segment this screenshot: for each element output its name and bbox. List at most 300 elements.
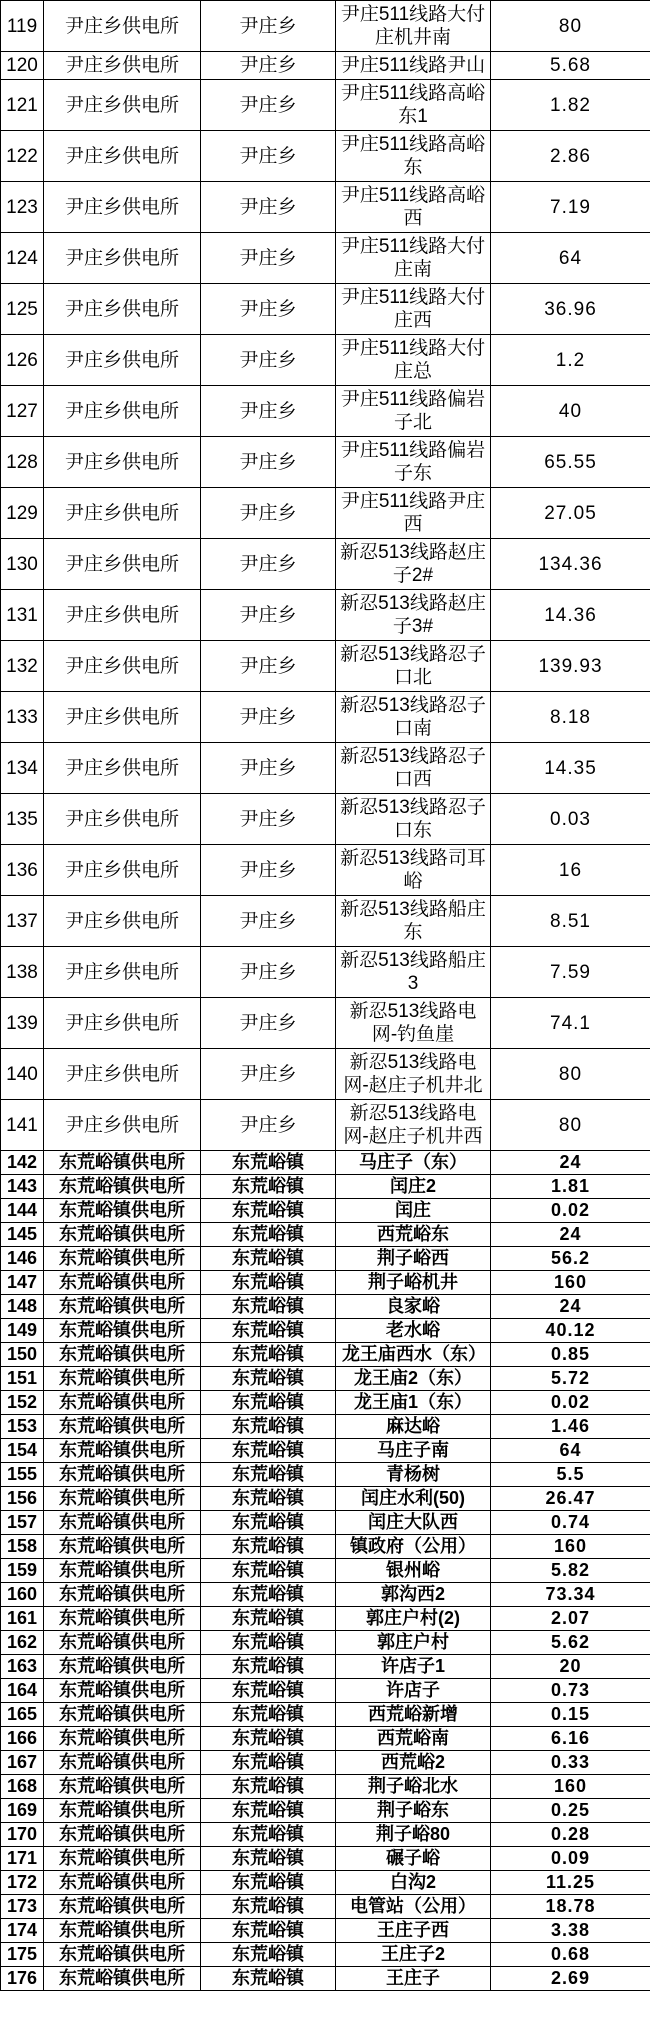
value-cell: 1.2 [491, 335, 650, 386]
row-number-cell: 152 [1, 1391, 44, 1415]
line-name-cell: 西荒峪东 [336, 1223, 491, 1247]
value-cell: 80 [491, 1100, 650, 1151]
row-number-cell: 138 [1, 947, 44, 998]
township-cell: 尹庄乡 [201, 641, 336, 692]
line-name-cell: 新忍513线路电网-赵庄子机井西 [336, 1100, 491, 1151]
table-row [1, 590, 650, 641]
row-number-cell: 132 [1, 641, 44, 692]
line-name-cell: 王庄子2 [336, 1943, 491, 1967]
township-cell: 东荒峪镇 [201, 1415, 336, 1439]
township-cell: 尹庄乡 [201, 1100, 336, 1151]
table-row [1, 1223, 650, 1247]
value-cell: 139.93 [491, 641, 650, 692]
supply-station-cell: 东荒峪镇供电所 [44, 1487, 201, 1511]
row-number-cell: 174 [1, 1919, 44, 1943]
value-cell: 0.68 [491, 1943, 650, 1967]
township-cell: 东荒峪镇 [201, 1895, 336, 1919]
line-name-cell: 尹庄511线路偏岩子东 [336, 437, 491, 488]
row-number-cell: 136 [1, 845, 44, 896]
table-row [1, 1151, 650, 1175]
supply-station-cell: 尹庄乡供电所 [44, 284, 201, 335]
line-name-cell: 尹庄511线路大付庄机井南 [336, 1, 491, 52]
table-row [1, 1295, 650, 1319]
township-cell: 尹庄乡 [201, 1049, 336, 1100]
table-row [1, 692, 650, 743]
table-row [1, 947, 650, 998]
row-number-cell: 166 [1, 1727, 44, 1751]
supply-station-cell: 东荒峪镇供电所 [44, 1319, 201, 1343]
township-cell: 东荒峪镇 [201, 1607, 336, 1631]
row-number-cell: 137 [1, 896, 44, 947]
township-cell: 东荒峪镇 [201, 1751, 336, 1775]
row-number-cell: 144 [1, 1199, 44, 1223]
township-cell: 尹庄乡 [201, 845, 336, 896]
value-cell: 0.73 [491, 1679, 650, 1703]
value-cell: 64 [491, 1439, 650, 1463]
supply-station-cell: 东荒峪镇供电所 [44, 1607, 201, 1631]
table-row [1, 896, 650, 947]
supply-station-cell: 尹庄乡供电所 [44, 743, 201, 794]
value-cell: 5.72 [491, 1367, 650, 1391]
row-number-cell: 125 [1, 284, 44, 335]
line-name-cell: 电管站（公用） [336, 1895, 491, 1919]
supply-station-cell: 尹庄乡供电所 [44, 590, 201, 641]
row-number-cell: 121 [1, 80, 44, 131]
line-name-cell: 白沟2 [336, 1871, 491, 1895]
line-name-cell: 新忍513线路司耳峪 [336, 845, 491, 896]
supply-station-cell: 东荒峪镇供电所 [44, 1175, 201, 1199]
table-row [1, 1583, 650, 1607]
line-name-cell: 老水峪 [336, 1319, 491, 1343]
table-row [1, 1775, 650, 1799]
table-row [1, 1799, 650, 1823]
row-number-cell: 135 [1, 794, 44, 845]
line-name-cell: 新忍513线路赵庄子2# [336, 539, 491, 590]
table-row [1, 1535, 650, 1559]
township-cell: 尹庄乡 [201, 590, 336, 641]
table-row [1, 1895, 650, 1919]
township-cell: 尹庄乡 [201, 743, 336, 794]
table-row [1, 1415, 650, 1439]
table-row [1, 1703, 650, 1727]
township-cell: 东荒峪镇 [201, 1199, 336, 1223]
township-cell: 东荒峪镇 [201, 1583, 336, 1607]
township-cell: 东荒峪镇 [201, 1247, 336, 1271]
township-cell: 东荒峪镇 [201, 1823, 336, 1847]
table-row [1, 1511, 650, 1535]
row-number-cell: 159 [1, 1559, 44, 1583]
table-row [1, 1247, 650, 1271]
value-cell: 26.47 [491, 1487, 650, 1511]
row-number-cell: 119 [1, 1, 44, 52]
line-name-cell: 郭沟西2 [336, 1583, 491, 1607]
line-name-cell: 镇政府（公用） [336, 1535, 491, 1559]
township-cell: 东荒峪镇 [201, 1319, 336, 1343]
table-row [1, 1343, 650, 1367]
township-cell: 东荒峪镇 [201, 1463, 336, 1487]
supply-station-cell: 东荒峪镇供电所 [44, 1223, 201, 1247]
supply-station-cell: 东荒峪镇供电所 [44, 1919, 201, 1943]
township-cell: 东荒峪镇 [201, 1439, 336, 1463]
supply-station-cell: 东荒峪镇供电所 [44, 1967, 201, 1991]
row-number-cell: 160 [1, 1583, 44, 1607]
value-cell: 73.34 [491, 1583, 650, 1607]
row-number-cell: 168 [1, 1775, 44, 1799]
township-cell: 尹庄乡 [201, 539, 336, 590]
table-row [1, 743, 650, 794]
township-cell: 尹庄乡 [201, 386, 336, 437]
value-cell: 24 [491, 1151, 650, 1175]
table-row [1, 1631, 650, 1655]
line-name-cell: 尹庄511线路尹山 [336, 52, 491, 80]
value-cell: 8.51 [491, 896, 650, 947]
supply-station-cell: 尹庄乡供电所 [44, 845, 201, 896]
line-name-cell: 碾子峪 [336, 1847, 491, 1871]
supply-station-cell: 尹庄乡供电所 [44, 539, 201, 590]
line-name-cell: 新忍513线路船庄3 [336, 947, 491, 998]
row-number-cell: 124 [1, 233, 44, 284]
township-cell: 尹庄乡 [201, 52, 336, 80]
table-row [1, 1679, 650, 1703]
row-number-cell: 157 [1, 1511, 44, 1535]
supply-station-cell: 东荒峪镇供电所 [44, 1823, 201, 1847]
township-cell: 东荒峪镇 [201, 1871, 336, 1895]
supply-station-cell: 东荒峪镇供电所 [44, 1655, 201, 1679]
township-cell: 东荒峪镇 [201, 1631, 336, 1655]
table-row [1, 1439, 650, 1463]
line-name-cell: 闰庄水利(50) [336, 1487, 491, 1511]
township-cell: 尹庄乡 [201, 998, 336, 1049]
supply-station-cell: 尹庄乡供电所 [44, 998, 201, 1049]
value-cell: 40.12 [491, 1319, 650, 1343]
row-number-cell: 143 [1, 1175, 44, 1199]
line-name-cell: 郭庄户村 [336, 1631, 491, 1655]
row-number-cell: 169 [1, 1799, 44, 1823]
value-cell: 5.62 [491, 1631, 650, 1655]
row-number-cell: 140 [1, 1049, 44, 1100]
value-cell: 5.82 [491, 1559, 650, 1583]
township-cell: 东荒峪镇 [201, 1343, 336, 1367]
row-number-cell: 147 [1, 1271, 44, 1295]
value-cell: 24 [491, 1295, 650, 1319]
table-row [1, 52, 650, 80]
supply-station-cell: 东荒峪镇供电所 [44, 1703, 201, 1727]
row-number-cell: 146 [1, 1247, 44, 1271]
supply-station-cell: 东荒峪镇供电所 [44, 1343, 201, 1367]
supply-station-cell: 东荒峪镇供电所 [44, 1559, 201, 1583]
row-number-cell: 139 [1, 998, 44, 1049]
row-number-cell: 128 [1, 437, 44, 488]
value-cell: 3.38 [491, 1919, 650, 1943]
supply-station-cell: 东荒峪镇供电所 [44, 1295, 201, 1319]
line-name-cell: 新忍513线路忍子口西 [336, 743, 491, 794]
supply-station-cell: 尹庄乡供电所 [44, 1100, 201, 1151]
township-cell: 尹庄乡 [201, 947, 336, 998]
township-cell: 东荒峪镇 [201, 1559, 336, 1583]
table-row [1, 131, 650, 182]
value-cell: 0.25 [491, 1799, 650, 1823]
line-name-cell: 王庄子 [336, 1967, 491, 1991]
row-number-cell: 126 [1, 335, 44, 386]
table-row [1, 335, 650, 386]
table-row [1, 1463, 650, 1487]
supply-station-cell: 尹庄乡供电所 [44, 947, 201, 998]
township-cell: 尹庄乡 [201, 80, 336, 131]
value-cell: 1.46 [491, 1415, 650, 1439]
township-cell: 东荒峪镇 [201, 1535, 336, 1559]
row-number-cell: 142 [1, 1151, 44, 1175]
line-name-cell: 尹庄511线路大付庄西 [336, 284, 491, 335]
line-name-cell: 尹庄511线路高峪东1 [336, 80, 491, 131]
supply-station-cell: 尹庄乡供电所 [44, 233, 201, 284]
row-number-cell: 145 [1, 1223, 44, 1247]
row-number-cell: 123 [1, 182, 44, 233]
table-row [1, 998, 650, 1049]
table-body [1, 1, 650, 1991]
township-cell: 东荒峪镇 [201, 1943, 336, 1967]
line-name-cell: 新忍513线路电网-赵庄子机井北 [336, 1049, 491, 1100]
row-number-cell: 164 [1, 1679, 44, 1703]
table-row [1, 1967, 650, 1991]
table-row [1, 845, 650, 896]
table-row [1, 80, 650, 131]
table-row [1, 386, 650, 437]
supply-station-cell: 东荒峪镇供电所 [44, 1847, 201, 1871]
row-number-cell: 154 [1, 1439, 44, 1463]
supply-station-cell: 东荒峪镇供电所 [44, 1247, 201, 1271]
supply-station-cell: 东荒峪镇供电所 [44, 1775, 201, 1799]
supply-station-cell: 尹庄乡供电所 [44, 641, 201, 692]
supply-station-cell: 尹庄乡供电所 [44, 794, 201, 845]
row-number-cell: 172 [1, 1871, 44, 1895]
line-name-cell: 麻达峪 [336, 1415, 491, 1439]
line-name-cell: 西荒峪新增 [336, 1703, 491, 1727]
row-number-cell: 120 [1, 52, 44, 80]
supply-station-cell: 尹庄乡供电所 [44, 1049, 201, 1100]
table-row [1, 794, 650, 845]
supply-station-cell: 东荒峪镇供电所 [44, 1679, 201, 1703]
supply-station-cell: 东荒峪镇供电所 [44, 1751, 201, 1775]
supply-station-cell: 尹庄乡供电所 [44, 52, 201, 80]
table-row [1, 1607, 650, 1631]
row-number-cell: 150 [1, 1343, 44, 1367]
row-number-cell: 161 [1, 1607, 44, 1631]
line-name-cell: 青杨树 [336, 1463, 491, 1487]
township-cell: 尹庄乡 [201, 692, 336, 743]
line-name-cell: 闰庄大队西 [336, 1511, 491, 1535]
township-cell: 东荒峪镇 [201, 1223, 336, 1247]
table-row [1, 233, 650, 284]
value-cell: 0.03 [491, 794, 650, 845]
line-name-cell: 西荒峪2 [336, 1751, 491, 1775]
value-cell: 0.15 [491, 1703, 650, 1727]
line-name-cell: 新忍513线路忍子口南 [336, 692, 491, 743]
supply-station-cell: 尹庄乡供电所 [44, 182, 201, 233]
township-cell: 东荒峪镇 [201, 1679, 336, 1703]
supply-station-cell: 东荒峪镇供电所 [44, 1727, 201, 1751]
line-name-cell: 闰庄 [336, 1199, 491, 1223]
township-cell: 东荒峪镇 [201, 1271, 336, 1295]
supply-station-cell: 东荒峪镇供电所 [44, 1367, 201, 1391]
row-number-cell: 175 [1, 1943, 44, 1967]
table-row [1, 488, 650, 539]
township-cell: 东荒峪镇 [201, 1775, 336, 1799]
table-row [1, 1175, 650, 1199]
supply-station-cell: 尹庄乡供电所 [44, 80, 201, 131]
line-name-cell: 闰庄2 [336, 1175, 491, 1199]
row-number-cell: 173 [1, 1895, 44, 1919]
table-row [1, 1559, 650, 1583]
row-number-cell: 167 [1, 1751, 44, 1775]
value-cell: 16 [491, 845, 650, 896]
row-number-cell: 133 [1, 692, 44, 743]
row-number-cell: 163 [1, 1655, 44, 1679]
line-name-cell: 王庄子西 [336, 1919, 491, 1943]
table-row [1, 437, 650, 488]
value-cell: 0.02 [491, 1391, 650, 1415]
township-cell: 尹庄乡 [201, 794, 336, 845]
row-number-cell: 122 [1, 131, 44, 182]
table-row [1, 1487, 650, 1511]
supply-station-cell: 尹庄乡供电所 [44, 896, 201, 947]
line-name-cell: 银州峪 [336, 1559, 491, 1583]
supply-station-cell: 东荒峪镇供电所 [44, 1463, 201, 1487]
value-cell: 1.82 [491, 80, 650, 131]
row-number-cell: 130 [1, 539, 44, 590]
value-cell: 27.05 [491, 488, 650, 539]
value-cell: 134.36 [491, 539, 650, 590]
value-cell: 7.19 [491, 182, 650, 233]
value-cell: 5.5 [491, 1463, 650, 1487]
table-row [1, 1919, 650, 1943]
line-name-cell: 荆子峪80 [336, 1823, 491, 1847]
township-cell: 尹庄乡 [201, 335, 336, 386]
line-name-cell: 郭庄户村(2) [336, 1607, 491, 1631]
supply-station-cell: 东荒峪镇供电所 [44, 1439, 201, 1463]
value-cell: 0.33 [491, 1751, 650, 1775]
row-number-cell: 151 [1, 1367, 44, 1391]
value-cell: 24 [491, 1223, 650, 1247]
line-name-cell: 荆子峪北水 [336, 1775, 491, 1799]
value-cell: 6.16 [491, 1727, 650, 1751]
line-name-cell: 马庄子（东） [336, 1151, 491, 1175]
row-number-cell: 148 [1, 1295, 44, 1319]
supply-station-cell: 东荒峪镇供电所 [44, 1391, 201, 1415]
township-cell: 东荒峪镇 [201, 1799, 336, 1823]
value-cell: 74.1 [491, 998, 650, 1049]
line-name-cell: 龙王庙2（东） [336, 1367, 491, 1391]
supply-station-cell: 东荒峪镇供电所 [44, 1535, 201, 1559]
value-cell: 0.85 [491, 1343, 650, 1367]
supply-station-cell: 东荒峪镇供电所 [44, 1199, 201, 1223]
row-number-cell: 162 [1, 1631, 44, 1655]
row-number-cell: 141 [1, 1100, 44, 1151]
value-cell: 40 [491, 386, 650, 437]
line-name-cell: 尹庄511线路尹庄西 [336, 488, 491, 539]
table-row [1, 1391, 650, 1415]
township-cell: 尹庄乡 [201, 131, 336, 182]
value-cell: 14.35 [491, 743, 650, 794]
township-cell: 东荒峪镇 [201, 1151, 336, 1175]
value-cell: 36.96 [491, 284, 650, 335]
supply-station-cell: 东荒峪镇供电所 [44, 1583, 201, 1607]
value-cell: 2.69 [491, 1967, 650, 1991]
value-cell: 65.55 [491, 437, 650, 488]
row-number-cell: 156 [1, 1487, 44, 1511]
township-cell: 尹庄乡 [201, 488, 336, 539]
table-row [1, 641, 650, 692]
line-name-cell: 良家峪 [336, 1295, 491, 1319]
table-row [1, 1100, 650, 1151]
supply-station-cell: 东荒峪镇供电所 [44, 1799, 201, 1823]
township-cell: 尹庄乡 [201, 437, 336, 488]
value-cell: 14.36 [491, 590, 650, 641]
table-row [1, 1199, 650, 1223]
table-row [1, 1271, 650, 1295]
row-number-cell: 129 [1, 488, 44, 539]
township-cell: 东荒峪镇 [201, 1703, 336, 1727]
table-row [1, 1871, 650, 1895]
supply-station-cell: 东荒峪镇供电所 [44, 1871, 201, 1895]
township-cell: 尹庄乡 [201, 896, 336, 947]
value-cell: 0.09 [491, 1847, 650, 1871]
value-cell: 64 [491, 233, 650, 284]
value-cell: 80 [491, 1049, 650, 1100]
row-number-cell: 176 [1, 1967, 44, 1991]
line-name-cell: 尹庄511线路高峪东 [336, 131, 491, 182]
row-number-cell: 131 [1, 590, 44, 641]
value-cell: 0.28 [491, 1823, 650, 1847]
township-cell: 东荒峪镇 [201, 1727, 336, 1751]
township-cell: 东荒峪镇 [201, 1391, 336, 1415]
supply-station-cell: 东荒峪镇供电所 [44, 1895, 201, 1919]
supply-station-cell: 尹庄乡供电所 [44, 1, 201, 52]
row-number-cell: 165 [1, 1703, 44, 1727]
value-cell: 0.74 [491, 1511, 650, 1535]
value-cell: 56.2 [491, 1247, 650, 1271]
line-name-cell: 新忍513线路忍子口东 [336, 794, 491, 845]
table-row [1, 539, 650, 590]
line-name-cell: 荆子峪机井 [336, 1271, 491, 1295]
supply-station-cell: 东荒峪镇供电所 [44, 1943, 201, 1967]
line-name-cell: 龙王庙西水（东） [336, 1343, 491, 1367]
table-row [1, 1847, 650, 1871]
line-name-cell: 马庄子南 [336, 1439, 491, 1463]
supply-station-cell: 尹庄乡供电所 [44, 131, 201, 182]
township-cell: 尹庄乡 [201, 182, 336, 233]
line-name-cell: 荆子峪东 [336, 1799, 491, 1823]
row-number-cell: 127 [1, 386, 44, 437]
row-number-cell: 170 [1, 1823, 44, 1847]
township-cell: 东荒峪镇 [201, 1295, 336, 1319]
line-name-cell: 尹庄511线路偏岩子北 [336, 386, 491, 437]
value-cell: 5.68 [491, 52, 650, 80]
value-cell: 18.78 [491, 1895, 650, 1919]
table-row [1, 1727, 650, 1751]
table-row [1, 182, 650, 233]
supply-station-cell: 东荒峪镇供电所 [44, 1271, 201, 1295]
value-cell: 0.02 [491, 1199, 650, 1223]
value-cell: 160 [491, 1535, 650, 1559]
table-row [1, 1655, 650, 1679]
supply-station-cell: 东荒峪镇供电所 [44, 1631, 201, 1655]
line-name-cell: 荆子峪西 [336, 1247, 491, 1271]
supply-station-cell: 东荒峪镇供电所 [44, 1511, 201, 1535]
line-name-cell: 许店子 [336, 1679, 491, 1703]
supply-station-cell: 尹庄乡供电所 [44, 386, 201, 437]
line-name-cell: 西荒峪南 [336, 1727, 491, 1751]
row-number-cell: 158 [1, 1535, 44, 1559]
